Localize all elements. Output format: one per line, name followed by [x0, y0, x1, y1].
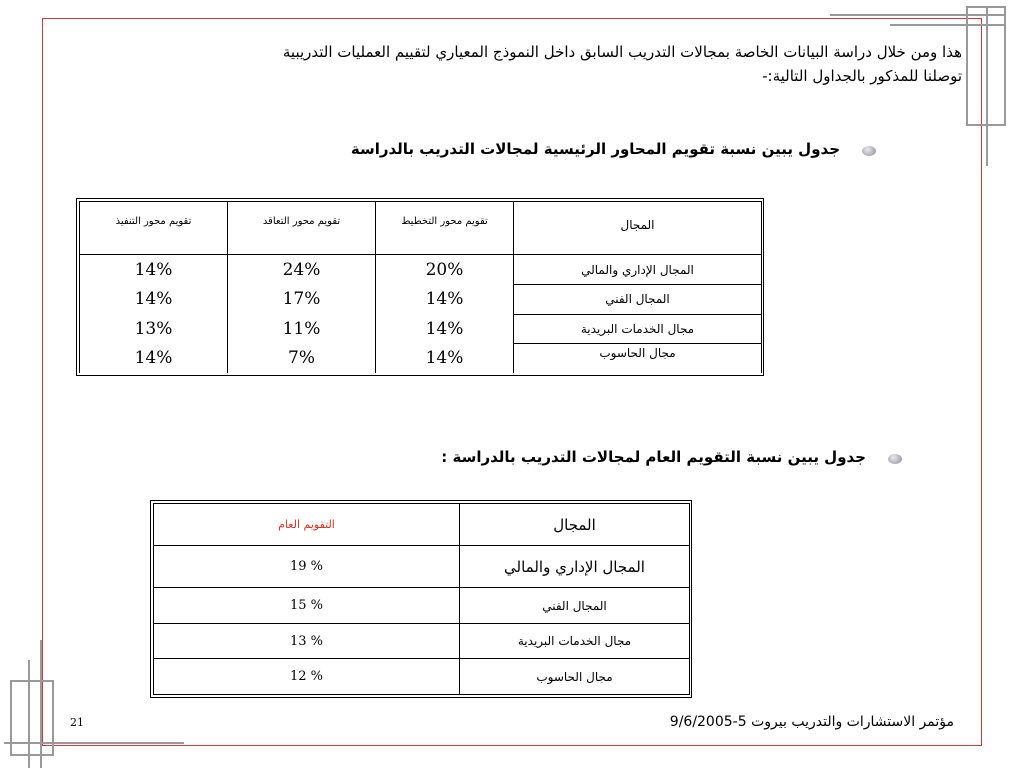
bullet-icon — [888, 454, 902, 464]
cell-field: المجال الفني — [460, 588, 690, 624]
section2-heading: جدول يبين نسبة التقويم العام لمجالات التدريب بالدراسة : — [441, 448, 866, 466]
cell-execution: 13% — [80, 314, 228, 343]
header-execution: تقويم محور التنفيذ — [80, 202, 228, 255]
cell-execution: 14% — [80, 344, 228, 373]
table-header-row — [154, 504, 690, 546]
header-planning: تقويم محور التخطيط — [376, 202, 514, 255]
table-row — [80, 285, 762, 314]
intro-line-1: هذا ومن خلال دراسة البيانات الخاصة بمجالات التدريب السابق داخل النموذج المعياري لتقييم العمليات التدريبية — [282, 43, 962, 61]
cell-planning: 14% — [376, 344, 514, 373]
table-row — [154, 546, 690, 588]
cell-contracting: 24% — [228, 255, 376, 285]
cell-field: المجال الإداري والمالي — [460, 546, 690, 588]
cell-planning: 14% — [376, 314, 514, 343]
cell-planning: 20% — [376, 255, 514, 285]
cell-field: مجال الخدمات البريدية — [460, 623, 690, 659]
deco-line-right — [986, 6, 988, 166]
cell-planning: 14% — [376, 285, 514, 314]
cell-execution: 14% — [80, 255, 228, 285]
table-row — [80, 255, 762, 285]
page-number: 21 — [70, 716, 84, 729]
cell-field: المجال الإداري والمالي — [514, 255, 762, 285]
cell-contracting: 17% — [228, 285, 376, 314]
cell-contracting: 7% — [228, 344, 376, 373]
cell-field: المجال الفني — [514, 285, 762, 314]
cell-contracting: 11% — [228, 314, 376, 343]
deco-line-bottom — [4, 742, 184, 744]
table-row — [154, 659, 690, 695]
general-evaluation-table — [150, 500, 692, 698]
cell-execution: 14% — [80, 285, 228, 314]
table-row — [154, 623, 690, 659]
intro-line-2: توصلنا للمذكور بالجداول التالية:- — [762, 67, 962, 85]
axes-evaluation-table — [76, 198, 764, 376]
cell-field: مجال الحاسوب — [514, 344, 762, 373]
cell-field: مجال الحاسوب — [460, 659, 690, 695]
header-contracting: تقويم محور التعاقد — [228, 202, 376, 255]
cell-value: 19 % — [154, 546, 460, 588]
header-field: المجال — [514, 202, 762, 255]
header-field: المجال — [460, 504, 690, 546]
table-row — [154, 588, 690, 624]
deco-box-bottom-left — [10, 680, 54, 756]
bullet-icon — [862, 146, 876, 156]
cell-value: 12 % — [154, 659, 460, 695]
cell-field: مجال الخدمات البريدية — [514, 314, 762, 343]
header-general-evaluation: التقويم العام — [154, 504, 460, 546]
section1-heading: جدول يبين نسبة تقويم المحاور الرئيسية لمجالات التدريب بالدراسة — [350, 140, 840, 158]
intro-paragraph — [142, 40, 962, 88]
table-header-row — [80, 202, 762, 255]
cell-value: 13 % — [154, 623, 460, 659]
cell-value: 15 % — [154, 588, 460, 624]
table-row — [80, 344, 762, 373]
table-row — [80, 314, 762, 343]
footer-conference: مؤتمر الاستشارات والتدريب بيروت 5-9/6/2005 — [669, 714, 954, 730]
